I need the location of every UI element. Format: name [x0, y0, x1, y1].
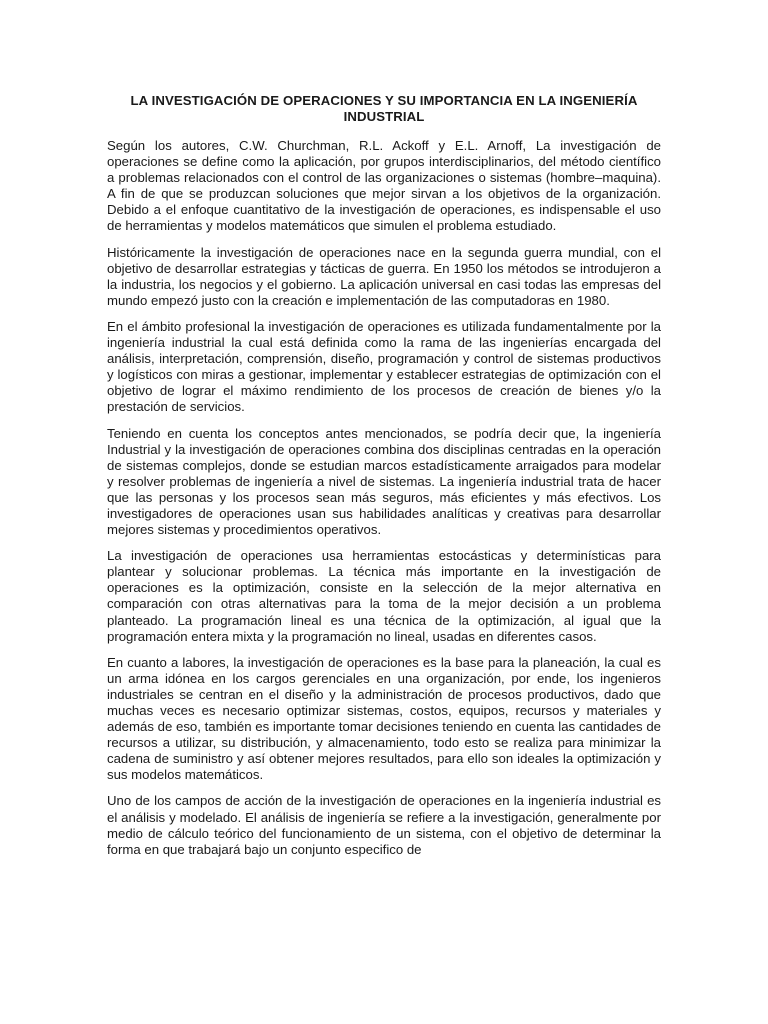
document-page [107, 93, 661, 868]
paragraph-history: Históricamente la investigación de operaciones nace en la segunda guerra mundial, con el objetivo de desarrollar estrategias y tácticas de guerra. En 1950 los métodos se introdujeron a la industria, los negocios y el gobierno. La aplicación universal en casi todas las empresas del mundo empezó justo con la creación e implementación de las computadoras en 1980. [107, 244, 661, 308]
paragraph-concepts: Teniendo en cuenta los conceptos antes mencionados, se podría decir que, la ingeniería Industrial y la investigación de operaciones combina dos disciplinas centradas en la operación de sistemas complejos, donde se estudian marcos estadísticamente arraigados para modelar y resolver problemas de ingeniería a nivel de sistemas. La ingeniería industrial trata de hacer que las personas y los procesos sean más seguros, más eficientes y más efectivos. Los investigadores de operaciones usan sus habilidades analíticas y creativas para desarrollar mejores sistemas y procedimientos operativos. [107, 425, 661, 538]
paragraph-labors: En cuanto a labores, la investigación de operaciones es la base para la planeación, la cual es un arma idónea en los cargos gerenciales en una organización, por ende, los ingenieros industriales se centran en el diseño y la administración de procesos productivos, dado que muchas veces es necesario optimizar sistemas, costos, equipos, recursos y materiales y además de eso, también es importante tomar decisiones teniendo en cuenta las cantidades de recursos a utilizar, su distribución, y almacenamiento, todo esto se realiza para minimizar la cadena de suministro y así obtener mejores resultados, para ello son ideales la optimización y sus modelos matemáticos. [107, 654, 661, 783]
paragraph-professional-field: En el ámbito profesional la investigación de operaciones es utilizada fundamentalmente por la ingeniería industrial la cual está definida como la rama de las ingenierías encargada del análisis, interpretación, comprensión, diseño, programación y control de sistemas productivos y logísticos con miras a gestionar, implementar y establecer estrategias de optimización con el objetivo de lograr el máximo rendimiento de los procesos de creación de bienes y/o la prestación de servicios. [107, 318, 661, 415]
paragraph-definition: Según los autores, C.W. Churchman, R.L. Ackoff y E.L. Arnoff, La investigación de operaciones se define como la aplicación, por grupos interdisciplinarios, del método científico a problemas relacionados con el control de las organizaciones o sistemas (hombre–maquina). A fin de que se produzcan soluciones que mejor sirvan a los objetivos de la organización. Debido a el enfoque cuantitativo de la investigación de operaciones, es indispensable el uso de herramientas y modelos matemáticos que simulen el problema estudiado. [107, 138, 661, 234]
paragraph-tools: La investigación de operaciones usa herramientas estocásticas y determinísticas para plantear y solucionar problemas. La técnica más importante en la investigación de operaciones es la optimización, consiste en la selección de la mejor alternativa en comparación con otras alternativas para la toma de la mejor decisión a un problema planteado. La programación lineal es una técnica de la optimización, al igual que la programación entera mixta y la programación no lineal, usadas en diferentes casos. [107, 548, 661, 644]
document-title: LA INVESTIGACIÓN DE OPERACIONES Y SU IMPORTANCIA EN LA INGENIERÍA INDUSTRIAL [130, 93, 638, 124]
paragraph-analysis: Uno de los campos de acción de la investigación de operaciones en la ingeniería industrial es el análisis y modelado. El análisis de ingeniería se refiere a la investigación, generalmente por medio de cálculo teórico del funcionamiento de un sistema, con el objetivo de determinar la forma en que trabajará bajo un conjunto especifico de [107, 793, 661, 857]
